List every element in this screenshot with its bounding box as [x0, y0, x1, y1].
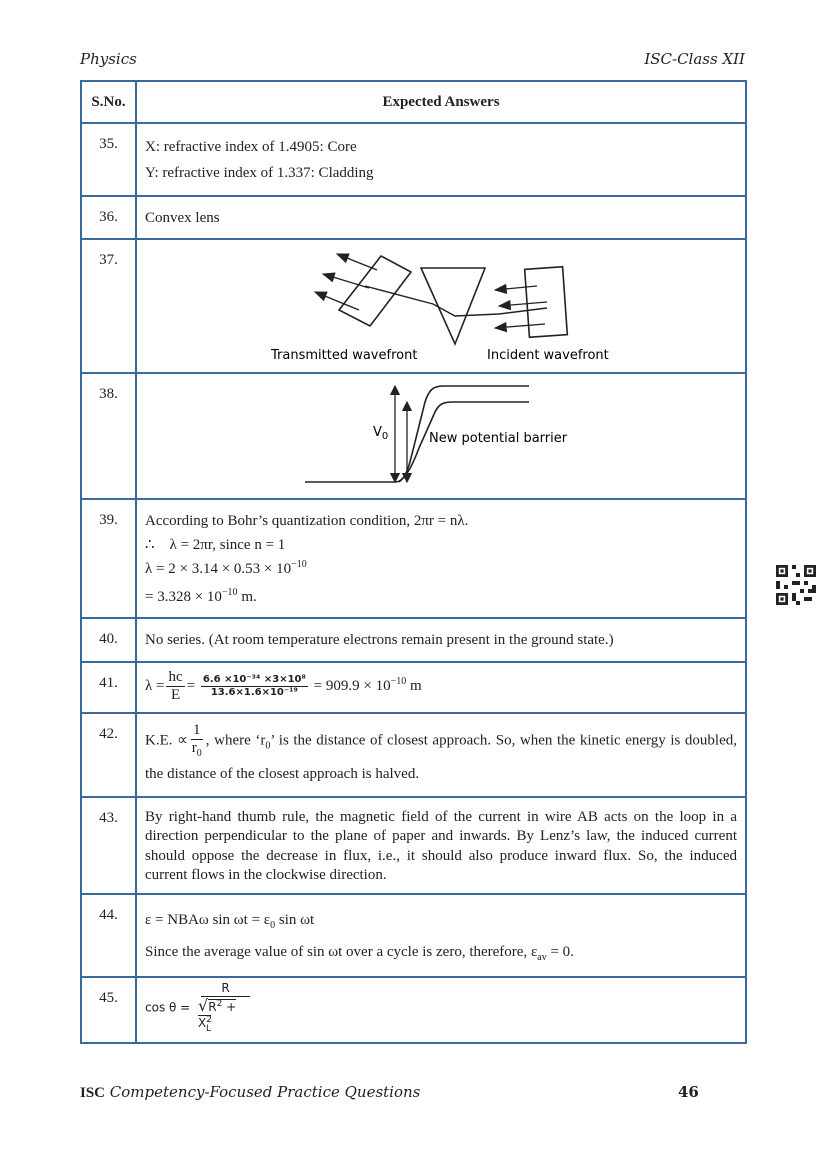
table-row [81, 373, 746, 499]
footer-brand: ISC [80, 1085, 106, 1101]
answer-cell [136, 713, 746, 797]
header-subject: Physics [80, 50, 137, 68]
answer-cell [136, 797, 746, 894]
potential-barrier-diagram [137, 378, 745, 490]
table-row [81, 618, 746, 661]
table-row [81, 797, 746, 894]
plus-x: + X [198, 999, 237, 1031]
answer-cell [136, 239, 746, 373]
answer-line: Convex lens [145, 209, 220, 226]
table-row [81, 894, 746, 977]
v0-label: $V_0$ [373, 425, 389, 442]
answer-line [145, 937, 737, 969]
answer-line: No series. (At room temperature electrons remain present in the ground state.) [145, 632, 614, 649]
answer-cell [136, 373, 746, 499]
answer-cell [136, 499, 746, 618]
subscript: 0 [270, 920, 276, 931]
col-sno-header: S.No. [81, 81, 136, 123]
ke-text: K.E. ∝ [145, 732, 188, 749]
row-number: 37. [81, 239, 136, 373]
answer-line [145, 905, 737, 937]
fraction-numerator: 1 [191, 722, 203, 740]
ray-path [365, 286, 547, 316]
row-number: 38. [81, 373, 136, 499]
prism-wavefront-diagram [137, 244, 745, 364]
table-row [81, 123, 746, 196]
exponent: 2 [216, 998, 223, 1009]
answer-line: X: refractive index of 1.4905: Core [145, 139, 357, 155]
hc-over-e [166, 669, 184, 705]
transmitted-arrow [337, 254, 377, 270]
answers-table [80, 80, 747, 1044]
answer-line: According to Bohr’s quantization condition, 2πr = nλ. [145, 513, 469, 530]
subscript: 0 [265, 740, 271, 752]
cos-theta-fraction [196, 982, 255, 1034]
r-symbol: R [208, 999, 217, 1014]
answer-line [145, 557, 737, 581]
one-over-r0 [190, 722, 204, 760]
fraction-denominator [190, 740, 204, 760]
table-row [81, 499, 746, 618]
exponent: −10 [291, 558, 307, 570]
col-answers-header: Expected Answers [136, 81, 746, 123]
table-row [81, 977, 746, 1043]
result-text: = 909.9 × 10 [313, 677, 391, 694]
answer-paragraph: By right-hand thumb rule, the magnetic field of the current in wire AB acts on the loop in a direction perpendicular to the plane of paper and inwards. By Lenz’s law, the induced current should oppose the decrease in flux, i.e., it should also produce inward flux. So, the induced current flows in the clockwise direction. [145, 809, 737, 883]
table-row [81, 239, 746, 373]
row-number: 43. [81, 797, 136, 894]
equals-sign: = [186, 677, 196, 694]
equation-text: ε = NBAω sin ωt = ε [145, 912, 271, 928]
answer-cell [136, 196, 746, 239]
answer-text: ’ is the distance of closest approach. So, when the kinetic energy is doubled, the distance of the closest approach is halved. [145, 732, 737, 782]
fraction-numerator: R [201, 982, 249, 997]
prism-shape [421, 268, 485, 344]
incident-arrow [495, 324, 545, 328]
equation-text: = 3.328 × 10 [145, 589, 222, 605]
subscript: av [537, 951, 547, 963]
page-number: 46 [678, 1083, 699, 1101]
incident-arrow [495, 286, 537, 290]
row-number: 40. [81, 618, 136, 661]
unit-text: m. [237, 589, 257, 605]
equation-text: sin ωt [275, 912, 315, 928]
numeric-fraction [201, 674, 308, 698]
row-number: 35. [81, 123, 136, 196]
transmitted-wavefront-shape [339, 256, 411, 326]
incident-arrow [499, 302, 547, 306]
incident-label: Incident wavefront [487, 347, 609, 363]
row-number: 42. [81, 713, 136, 797]
subscript: 0 [196, 748, 202, 760]
footer-title [80, 1083, 420, 1102]
fraction-denominator: 13.6×1.6×10⁻¹⁹ [210, 686, 298, 698]
unit-text: m [406, 677, 422, 694]
answer-cell [136, 977, 746, 1043]
qr-code-icon [776, 565, 816, 605]
row-number: 44. [81, 894, 136, 977]
footer-book-title: Competency-Focused Practice Questions [109, 1083, 421, 1101]
row-number: 45. [81, 977, 136, 1043]
answer-text: , where ‘r [205, 732, 266, 749]
table-header-row [81, 81, 746, 123]
row-number: 39. [81, 499, 136, 618]
fraction-denominator: E [170, 686, 181, 703]
fraction-denominator [196, 997, 255, 1034]
exponent: −10 [390, 675, 407, 687]
row-number: 36. [81, 196, 136, 239]
row-number: 41. [81, 662, 136, 714]
exponent: 2 [206, 1015, 213, 1026]
equation-text: λ = 2 × 3.14 × 0.53 × 10 [145, 560, 292, 577]
answer-cell [136, 123, 746, 196]
header-class: ISC-Class XII [644, 50, 745, 68]
sqrt-icon: √ [198, 995, 209, 1015]
answer-line [145, 585, 737, 609]
answer-line: Y: refractive index of 1.337: Cladding [145, 165, 374, 182]
answer-text: = 0. [546, 943, 574, 960]
subscript: L [206, 1023, 212, 1034]
new-barrier-label: New potential barrier [429, 431, 568, 446]
cos-theta-lhs: cos θ = [145, 1000, 191, 1015]
answer-line: ∴ λ = 2πr, since n = 1 [145, 536, 286, 553]
fraction-numerator: 6.6 ×10⁻³⁴ ×3×10⁸ [202, 674, 306, 686]
lambda-lhs: λ = [145, 677, 165, 694]
answer-text: Since the average value of sin ωt over a cycle is zero, therefore, ε [145, 943, 538, 960]
fraction-numerator: hc [166, 669, 184, 687]
answer-cell [136, 894, 746, 977]
answer-cell [136, 618, 746, 661]
transmitted-arrow [315, 292, 359, 310]
answer-cell [136, 662, 746, 714]
transmitted-label: Transmitted wavefront [271, 347, 418, 363]
exponent: −10 [221, 587, 238, 598]
table-row [81, 713, 746, 797]
table-row [81, 196, 746, 239]
table-row [81, 662, 746, 714]
r-symbol: r [191, 740, 197, 757]
